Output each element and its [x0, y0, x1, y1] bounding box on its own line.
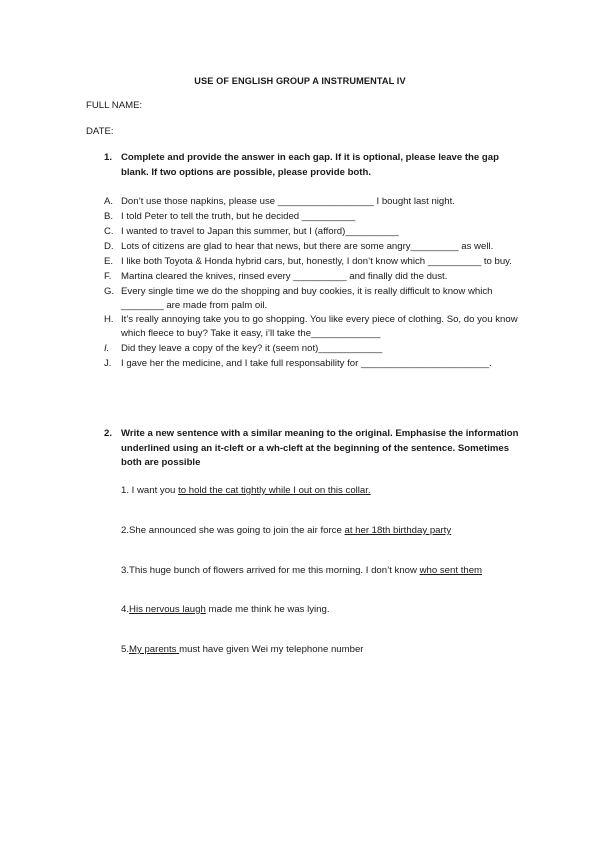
item-text: Martina cleared the knives, rinsed every __________ and finally did the dust.: [121, 270, 448, 282]
question-1-instruction: Complete and provide the answer in each gap. If it is optional, please leave the gap blank. If two options are possible, please provide both.: [121, 152, 499, 178]
question-2-instruction: Write a new sentence with a similar meaning to the original. Emphasise the information underlined using an it-cleft or a wh-cleft at the beginning of the sentence. Sometimes both are possible: [121, 428, 519, 468]
list-item: [104, 255, 524, 269]
full-name-label: FULL NAME:: [86, 100, 143, 111]
sentence-text: 2.She announced she was going to join the air force: [121, 525, 345, 536]
item-text: I gave her the medicine, and I take full responsability for ________________________.: [121, 358, 492, 370]
sentence-text: 3.This huge bunch of flowers arrived for me this morning. I don’t know: [121, 565, 420, 576]
underlined-text: His nervous laugh: [129, 604, 206, 615]
list-item: [104, 313, 524, 340]
item-text: Did they leave a copy of the key? it (seem not)____________: [121, 343, 383, 355]
item-text: I wanted to travel to Japan this summer, but I (afford)__________: [121, 225, 399, 237]
item-text: Don’t use those napkins, please use __________________ I bought last night.: [121, 196, 455, 207]
underlined-text: at her 18th birthday party: [344, 525, 452, 536]
list-item: [104, 270, 524, 284]
item-text: I told Peter to tell the truth, but he decided __________: [121, 210, 356, 222]
question-1-items: [104, 195, 524, 372]
question-1-heading: [104, 151, 524, 180]
list-item: [104, 225, 524, 239]
page-title: USE OF ENGLISH GROUP A INSTRUMENTAL IV: [194, 76, 406, 86]
date-label: DATE:: [86, 126, 114, 137]
list-item: [104, 240, 524, 254]
item-letter: D.: [104, 240, 114, 252]
underlined-text: My parents: [129, 644, 180, 655]
item-letter: C.: [104, 225, 114, 237]
item-text: It’s really annoying take you to go shopping. You like every piece of clothing. So, do you know which fleece to buy? Take it easy, i’ll take the_____________: [121, 314, 518, 340]
item-letter: E.: [104, 255, 114, 267]
sentence-2: [121, 525, 451, 536]
underlined-text: who sent them: [419, 565, 483, 576]
sentence-text: made me think he was lying.: [205, 604, 330, 615]
item-letter: H.: [104, 314, 114, 326]
item-letter: F.: [104, 270, 112, 282]
sentence-text: 5.: [121, 644, 130, 655]
question-2-number: 2.: [104, 428, 113, 439]
item-letter: J.: [104, 358, 112, 370]
list-item: [104, 357, 524, 371]
list-item: [104, 285, 524, 312]
question-2-heading: [104, 427, 524, 471]
sentence-5: [121, 644, 363, 655]
sentence-1: [121, 485, 371, 496]
item-letter: G.: [104, 285, 115, 297]
sentence-3: [121, 565, 482, 576]
item-letter: B.: [104, 210, 114, 222]
item-text: I like both Toyota & Honda hybrid cars, but, honestly, I don’t know which __________ to buy.: [121, 255, 512, 267]
item-text: Lots of citizens are glad to hear that news, but there are some angry_________ as well.: [121, 240, 494, 252]
sentence-text: 1. I want you: [121, 485, 179, 496]
list-item: [104, 210, 524, 224]
question-1-number: 1.: [104, 152, 113, 163]
list-item: [104, 342, 524, 356]
item-text: Every single time we do the shopping and buy cookies, it is really difficult to know which ________ are made from palm oil.: [121, 285, 493, 311]
item-letter: A.: [104, 196, 114, 207]
sentence-text: 4.: [121, 604, 130, 615]
list-item: [104, 195, 524, 209]
underlined-text: to hold the cat tightly while I out on this collar.: [178, 485, 371, 496]
sentence-text: must have given Wei my telephone number: [179, 644, 364, 655]
sentence-4: [121, 604, 330, 615]
item-letter: I.: [104, 343, 110, 355]
